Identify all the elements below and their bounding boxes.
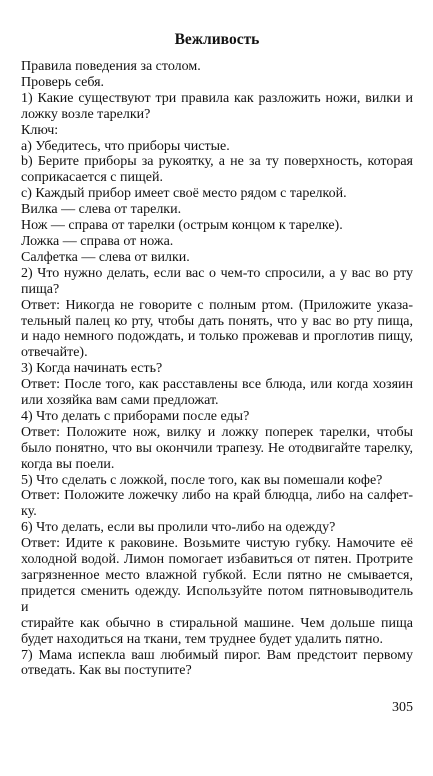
document-page: [21, 30, 413, 679]
text-line: Проверь себя.: [21, 74, 105, 90]
text-line: соприкасается с пищей.: [21, 170, 163, 186]
text-line: тельный палец ко рту, чтобы дать понять, что у вас во рту пища,: [21, 313, 413, 329]
text-line: Вилка — слева от тарелки.: [21, 202, 182, 218]
page-number: 305: [392, 700, 413, 715]
text-line: 1) Какие существуют три правила как разложить ножи, вилки и: [21, 90, 413, 106]
text-line: Салфетка — слева от вилки.: [21, 249, 190, 265]
text-line: и надо немного подождать, и только прожевав и проглотив пищу,: [21, 329, 413, 345]
text-line: будет находиться на ткани, тем труднее будет удалить пятно.: [21, 631, 384, 647]
text-line: холодной водой. Лимон помогает избавиться от пятен. Протрите: [21, 552, 413, 568]
text-line: Правила поведения за столом.: [21, 59, 201, 74]
body-text: [21, 59, 413, 679]
page-title: Вежливость: [174, 31, 260, 48]
text-line: 2) Что нужно делать, если вас о чем-то спросили, а у вас во рту: [21, 265, 413, 281]
text-line: 3) Когда начинать есть?: [21, 361, 163, 377]
text-line: придется сменить одежду. Используйте потом пятновыводитель и: [21, 583, 413, 615]
text-line: когда вы поели.: [21, 456, 115, 472]
text-line: a) Убедитесь, что приборы чистые.: [21, 138, 230, 154]
text-line: 5) Что сделать с ложкой, после того, как вы помешали кофе?: [21, 472, 383, 488]
text-line: стирайте как обычно в стиральной машине. Чем дольше пища: [21, 615, 413, 631]
text-line: было понятно, что вы окончили трапезу. Не отодвигайте тарелку,: [21, 440, 413, 456]
text-line: 6) Что делать, если вы пролили что-либо на одежду?: [21, 520, 336, 536]
text-line: отведать. Как вы поступите?: [21, 663, 192, 679]
text-line: или хозяйка вам сами предложат.: [21, 393, 219, 409]
text-line: отвечайте).: [21, 345, 88, 361]
text-line: Ответ: Положите ложечку либо на край блюдца, либо на салфет-: [21, 488, 413, 504]
text-line: ложку возле тарелки?: [21, 106, 151, 122]
text-line: c) Каждый прибор имеет своё место рядом с тарелкой.: [21, 186, 347, 202]
text-line: b) Берите приборы за рукоятку, а не за ту поверхность, которая: [21, 154, 413, 170]
text-line: ку.: [21, 504, 37, 520]
text-line: 7) Мама испекла ваш любимый пирог. Вам предстоит первому: [21, 647, 413, 663]
text-line: Ответ: Идите к раковине. Возьмите чистую губку. Намочите её: [21, 536, 413, 552]
text-line: загрязненное место влажной губкой. Если пятно не смывается,: [21, 568, 413, 583]
text-line: Нож — справа от тарелки (острым концом к тарелке).: [21, 218, 343, 234]
text-line: Ложка — справа от ножа.: [21, 233, 174, 249]
text-line: пища?: [21, 281, 60, 297]
text-line: Ключ:: [21, 122, 59, 138]
text-line: 4) Что делать с приборами после еды?: [21, 408, 250, 424]
text-line: Ответ: После того, как расставлены все блюда, или когда хозяин: [21, 377, 413, 393]
text-line: Ответ: Положите нож, вилку и ложку поперек тарелки, чтобы: [21, 424, 413, 440]
text-line: Ответ: Никогда не говорите с полным ртом. (Приложите указа-: [21, 297, 413, 313]
